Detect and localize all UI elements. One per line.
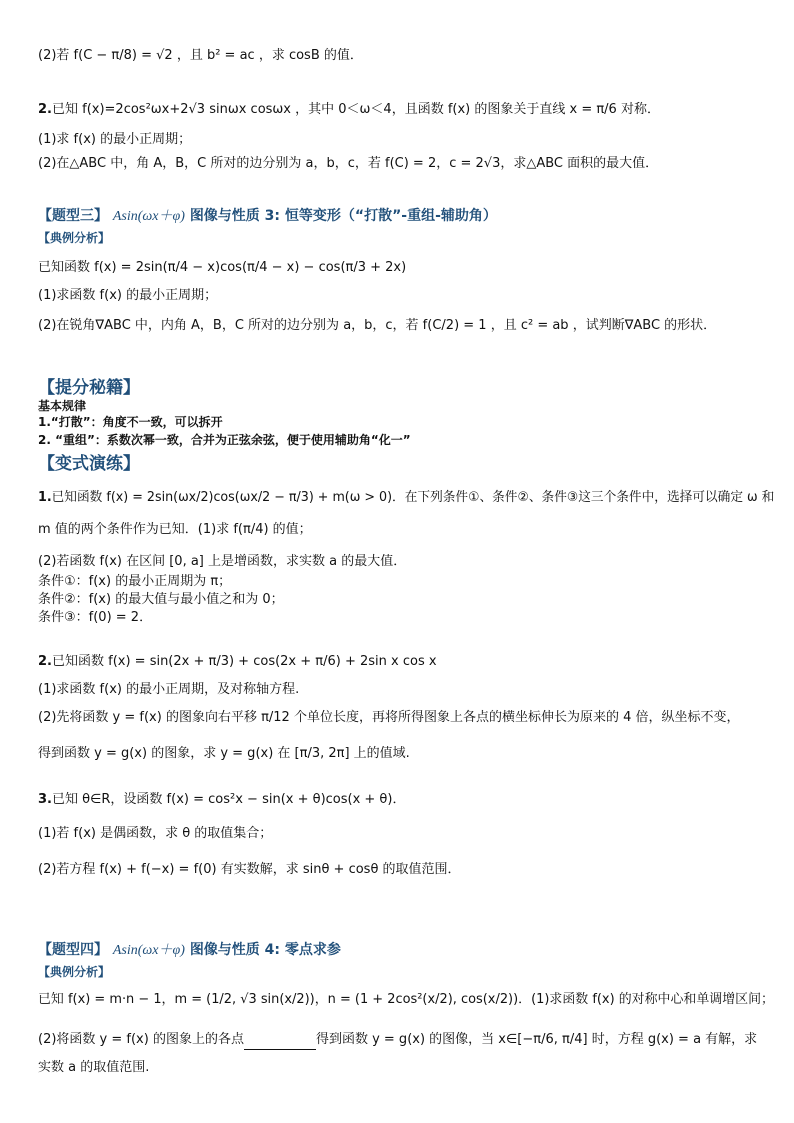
line-example-part1 — [38, 286, 217, 306]
text: (2)先将函数 y = f(x) 的图象向右平移 π/12 个单位长度，再将所得图象上各点的横坐标伸长为原来的 4 倍，纵坐标不变， — [38, 710, 740, 725]
heading-formula: Asin(ωx＋φ) — [112, 209, 185, 224]
text: (2)若方程 f(x) + f(−x) = f(0) 有实数解，求 sinθ + cosθ 的取值范围． — [38, 862, 461, 877]
question-number: 3. — [38, 792, 52, 807]
section-heading-3 — [38, 206, 497, 227]
text: 1.“打散”：角度不一致，可以拆开 — [38, 415, 223, 429]
text: (1)求 f(x) 的最小正周期； — [38, 132, 192, 147]
text: 已知 f(x) = m·n − 1，m = (1/2, √3 sin(x/2))，n = (1 + 2cos²(x/2), cos(x/2))．(1)求函数 f(x) 的对称中心和单调增区间； — [38, 992, 774, 1007]
section-tips-heading — [38, 378, 140, 398]
line-p3-part2 — [38, 860, 461, 880]
text: (1)求函数 f(x) 的最小正周期； — [38, 288, 218, 303]
question-number: 2. — [38, 654, 52, 669]
text: 条件③：f(0) = 2． — [38, 610, 153, 625]
text: 【提分秘籍】 — [38, 378, 140, 398]
text: 已知 f(x)=2cos²ωx+2√3 sinωx cosωx ，其中 0＜ω＜4，且函数 f(x) 的图象关于直线 x = π/6 对称． — [51, 102, 660, 117]
text: 条件①：f(x) 的最小正周期为 π； — [38, 574, 232, 589]
text: 【典例分析】 — [38, 965, 111, 979]
tips-item-1 — [38, 414, 223, 430]
answer-blank[interactable] — [244, 1035, 316, 1050]
heading-text: 图像与性质 3: 恒等变形（“打散”-重组-辅助角） — [189, 208, 497, 224]
line-example-stem — [38, 258, 406, 278]
text: (1)求函数 f(x) 的最小正周期，及对称轴方程. — [38, 682, 300, 697]
heading-formula: Asin(ωx＋φ) — [112, 943, 185, 958]
line-p1-cond3 — [38, 608, 152, 628]
line-q2-stem — [38, 100, 660, 120]
text: 已知函数 f(x) = 2sin(π/4 − x)cos(π/4 − x) − cos(π/3 + 2x) — [38, 260, 407, 275]
text: (2)若函数 f(x) 在区间 [0, a] 上是增函数，求实数 a 的最大值． — [38, 554, 407, 569]
section-heading-4 — [38, 940, 341, 961]
line-ex2-stem — [38, 990, 774, 1010]
tips-title — [38, 398, 86, 414]
text: m 值的两个条件作为已知．(1)求 f(π/4) 的值； — [38, 522, 312, 537]
line-p1-stem-cont — [38, 520, 312, 540]
line-p2-part2-cont — [38, 744, 410, 764]
text: (2)将函数 y = f(x) 的图象上的各点 — [38, 1032, 244, 1047]
text: 得到函数 y = g(x) 的图像，当 x∈[−π/6, π/4] 时，方程 g(x) = a 有解，求 — [315, 1032, 758, 1047]
line-ex2-part2 — [38, 1030, 757, 1050]
line-p1-cond1 — [38, 572, 231, 592]
line-p1-part2 — [38, 552, 406, 572]
tips-item-2 — [38, 432, 411, 448]
line-p2-stem — [38, 652, 437, 672]
line-p1-stem — [38, 488, 774, 508]
line-ex2-part2-cont — [38, 1058, 149, 1078]
text: 已知函数 f(x) = sin(2x + π/3) + cos(2x + π/6) + 2sin x cos x — [51, 654, 437, 669]
text: (2)在△ABC 中，角 A，B，C 所对的边分别为 a，b，c，若 f(C) = 2，c = 2√3，求△ABC 面积的最大值． — [38, 156, 659, 171]
text: (2)在锐角∇ABC 中，内角 A，B，C 所对的边分别为 a，b，c，若 f(C/2) = 1 ，且 c² = ab ，试判断∇ABC 的形状． — [38, 318, 717, 333]
text: 条件②：f(x) 的最大值与最小值之和为 0； — [38, 592, 284, 607]
section-practice-heading — [38, 454, 140, 474]
line-p2-part1 — [38, 680, 299, 700]
heading-tag: 【题型四】 — [38, 942, 108, 958]
question-number: 1. — [38, 490, 52, 505]
line-p2-part2 — [38, 708, 740, 728]
text: 2. “重组”：系数次幂一致，合并为正弦余弦，便于使用辅助角“化一” — [38, 433, 411, 447]
heading-tag: 【题型三】 — [38, 208, 108, 224]
text: 已知函数 f(x) = 2sin(ωx/2)cos(ωx/2 − π/3) + m(ω > 0)．在下列条件①、条件②、条件③这三个条件中，选择可以确定 ω 和 — [51, 490, 775, 505]
line-q1-part2 — [38, 46, 363, 66]
question-number: 2. — [38, 102, 52, 117]
subheading-example-2 — [38, 962, 110, 982]
line-p1-cond2 — [38, 590, 284, 610]
line-q2-part2 — [38, 154, 658, 174]
subheading-example — [38, 228, 110, 248]
text: 得到函数 y = g(x) 的图象，求 y = g(x) 在 [π/3, 2π] 上的值域. — [38, 746, 410, 761]
line-p3-stem — [38, 790, 405, 810]
line-example-part2 — [38, 316, 716, 336]
text: 【典例分析】 — [38, 231, 111, 245]
line-p3-part1 — [38, 824, 272, 844]
text: 已知 θ∈R，设函数 f(x) = cos²x − sin(x + θ)cos(x + θ)． — [51, 792, 406, 807]
line-q2-part1 — [38, 130, 191, 150]
text: 实数 a 的取值范围. — [38, 1060, 150, 1075]
text: 【变式演练】 — [38, 454, 140, 474]
heading-text: 图像与性质 4: 零点求参 — [189, 942, 341, 958]
text: (1)若 f(x) 是偶函数，求 θ 的取值集合； — [38, 826, 273, 841]
text: (2)若 f(C − π/8) = √2 ，且 b² = ac ，求 cosB 的值． — [38, 48, 363, 63]
text: 基本规律 — [38, 399, 87, 413]
